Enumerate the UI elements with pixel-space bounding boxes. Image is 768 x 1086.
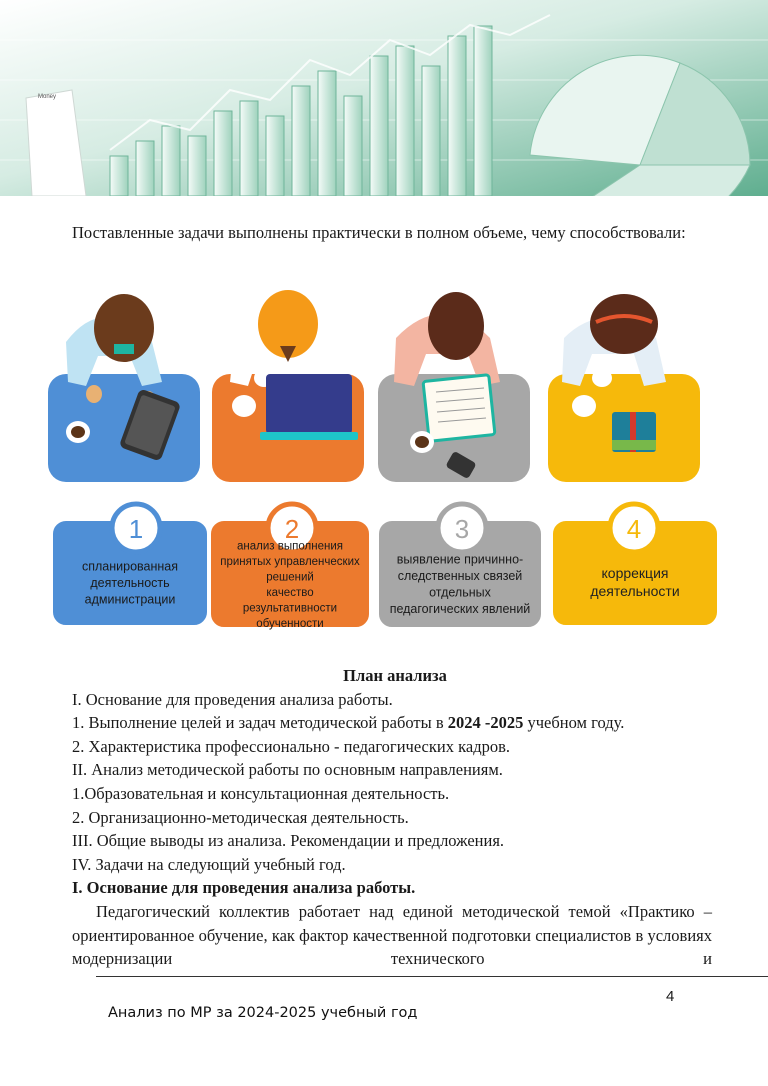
person-desk-4 xyxy=(548,294,700,482)
step-card-1 xyxy=(52,504,208,626)
banner-bar xyxy=(162,126,180,196)
step-number: 4 xyxy=(626,514,642,544)
step-text-line: принятых управленческих xyxy=(220,555,360,568)
banner-bar xyxy=(240,101,258,196)
banner-bar xyxy=(344,96,362,196)
step-text-line: деятельности xyxy=(590,583,680,599)
person-desk-2 xyxy=(212,290,364,482)
plan-item: II. Анализ методической работы по основным направлениям. xyxy=(72,760,503,780)
banner-bar xyxy=(188,136,206,196)
step-text-line: коррекция xyxy=(601,565,669,581)
body-line-1: Педагогический коллектив работает над единой методической темой xyxy=(96,902,611,921)
page-number: 4 xyxy=(666,988,675,1005)
step-text-line: решений xyxy=(266,571,314,584)
banner-bar xyxy=(266,116,284,196)
plan-title: План анализа xyxy=(343,666,447,685)
banner-bar xyxy=(136,141,154,196)
plan-item: 1.Образовательная и консультационная деятельность. xyxy=(72,783,450,803)
banner-bar xyxy=(110,156,128,196)
step-text-line: следственных связей xyxy=(397,568,523,583)
banner-bar xyxy=(292,86,310,196)
money-label: Money xyxy=(38,94,57,100)
step-text-line: отдельных xyxy=(429,585,491,600)
footer-divider xyxy=(96,976,768,977)
banner-bar xyxy=(422,66,440,196)
plan-section xyxy=(72,664,718,900)
person-desk-1 xyxy=(48,294,200,482)
step-text-line: деятельность xyxy=(90,576,170,590)
step-text-line: педагогических явлений xyxy=(389,601,531,616)
plan-item: 2. Характеристика профессионально - педагогических кадров. xyxy=(72,736,511,756)
banner-bar xyxy=(214,111,232,196)
plan-item: 2. Организационно-методическая деятельность. xyxy=(72,807,409,827)
step-text-line: администрации xyxy=(84,592,176,607)
step-number: 2 xyxy=(284,514,300,544)
banner-bar xyxy=(474,26,492,196)
plan-item: I. Основание для проведения анализа работы. xyxy=(72,689,393,709)
banner-bar xyxy=(370,56,388,196)
body-paragraph xyxy=(72,900,712,971)
intro-paragraph: Поставленные задачи выполнены практически в полном объеме, чему способствовали: xyxy=(72,223,686,242)
step-text-line: результативности xyxy=(242,602,338,615)
banner-bar xyxy=(448,36,466,196)
banner-bar xyxy=(318,71,336,196)
step-number: 3 xyxy=(454,514,470,544)
infographic xyxy=(44,282,724,652)
step-card-3 xyxy=(378,504,542,628)
step-text-line: качество xyxy=(266,586,314,599)
step-text-line: обученности xyxy=(256,617,324,630)
footer-text: Анализ по МР за 2024-2025 учебный год xyxy=(108,1005,418,1021)
header-banner-image xyxy=(0,0,768,196)
section-heading: I. Основание для проведения анализа работы. xyxy=(72,878,416,898)
plan-item: IV. Задачи на следующий учебный год. xyxy=(72,854,346,874)
body-line-3: подготовки специалистов в условиях модернизации технического и xyxy=(72,925,712,969)
step-card-2 xyxy=(210,504,370,630)
banner-bar xyxy=(396,46,414,196)
step-number: 1 xyxy=(128,514,144,544)
person-desk-3 xyxy=(378,292,530,482)
step-card-4 xyxy=(552,504,718,626)
step-text-line: спланированная xyxy=(81,559,179,574)
step-text-line: анализ выполнения xyxy=(237,540,343,553)
plan-item: III. Общие выводы из анализа. Рекомендации и предложения. xyxy=(72,831,505,851)
step-text-line: выявление причинно- xyxy=(396,552,524,567)
body-line-2: «Практико – ориентированное обучение, как фактор качественной xyxy=(72,902,712,945)
plan-item-goals: 1. Выполнение целей и задач методической работы в 2024 -2025 учебном году. xyxy=(72,713,625,733)
